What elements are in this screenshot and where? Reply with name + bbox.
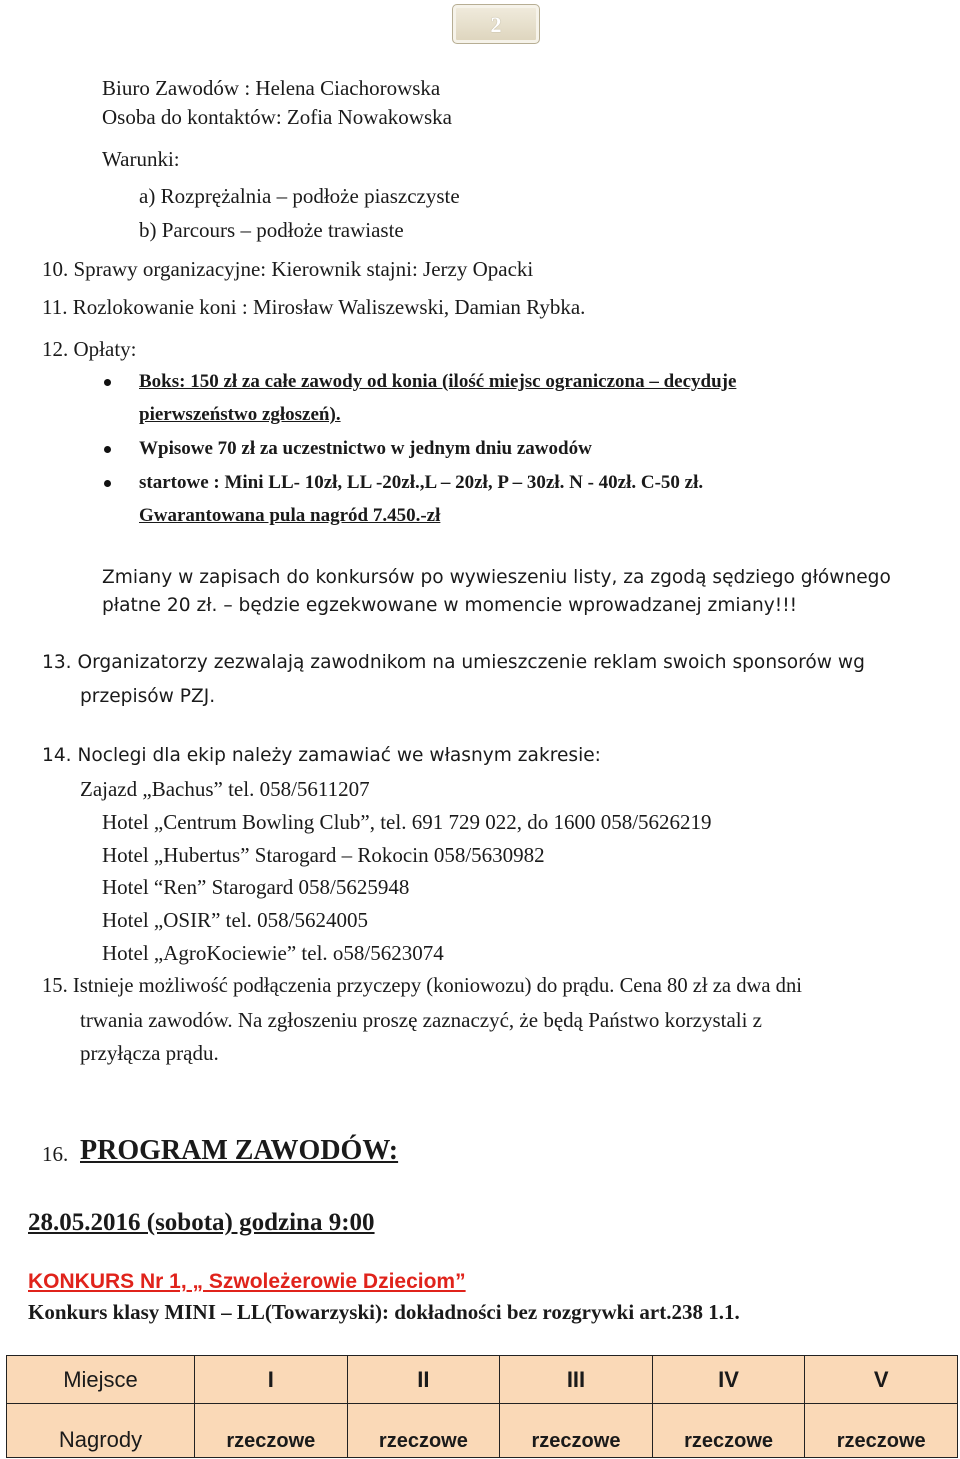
table-row xyxy=(7,1404,958,1458)
table-cell: rzeczowe xyxy=(652,1404,805,1458)
startowe: startowe : Mini LL- 10zł, LL -20zł.,L – 20zł, P – 30zł. N - 40zł. C-50 zł. xyxy=(139,472,704,493)
bullet-icon xyxy=(104,446,111,453)
page-number: 2 xyxy=(490,12,502,37)
table-cell: V xyxy=(805,1356,958,1404)
zmiany-line2: płatne 20 zł. – będzie egzekwowane w momencie wprowadzanej zmiany!!! xyxy=(102,595,798,616)
item-15-line1: 15. Istnieje możliwość podłączenia przyczepy (koniowozu) do prądu. Cena 80 zł za dwa dni xyxy=(42,975,802,997)
table-cell: rzeczowe xyxy=(347,1404,500,1458)
table-cell: rzeczowe xyxy=(500,1404,653,1458)
item-12-title: 12. Opłaty: xyxy=(42,337,137,361)
item-13-line1: 13. Organizatorzy zezwalają zawodnikom na umieszczenie reklam swoich sponsorów wg xyxy=(42,652,865,673)
item-10: 10. Sprawy organizacyjne: Kierownik stajni: Jerzy Opacki xyxy=(42,257,534,281)
prize-table xyxy=(6,1355,958,1458)
hotel-item: Hotel „Centrum Bowling Club”, tel. 691 729 022, do 1600 058/5626219 xyxy=(102,810,712,834)
item-11: 11. Rozlokowanie koni : Mirosław Waliszewski, Damian Rybka. xyxy=(42,295,586,319)
warunki-label: Warunki: xyxy=(102,147,180,171)
table-cell: I xyxy=(195,1356,348,1404)
item-13-line2: przepisów PZJ. xyxy=(80,686,216,707)
bullet-icon xyxy=(104,480,111,487)
konkurs-title: KONKURS Nr 1, „ Szwoleżerowie Dzieciom” xyxy=(28,1270,466,1293)
hotel-item: Hotel “Ren” Starogard 058/5625948 xyxy=(102,875,410,899)
zmiany-line1: Zmiany w zapisach do konkursów po wywieszeniu listy, za zgodą sędziego głównego xyxy=(102,567,891,588)
hotel-item: Zajazd „Bachus” tel. 058/5611207 xyxy=(80,777,370,801)
warunek-a: a) Rozprężalnia – podłoże piaszczyste xyxy=(139,184,460,208)
bullet-icon xyxy=(104,379,111,386)
hotel-item: Hotel „AgroKociewie” tel. o58/5623074 xyxy=(102,941,444,965)
pula-nagrod: Gwarantowana pula nagród 7.450.-zł xyxy=(139,505,441,526)
table-row xyxy=(7,1356,958,1404)
warunek-b: b) Parcours – podłoże trawiaste xyxy=(139,218,404,242)
konkurs-description: Konkurs klasy MINI – LL(Towarzyski): dokładności bez rozgrywki art.238 1.1. xyxy=(28,1300,740,1324)
table-cell: Nagrody xyxy=(7,1404,195,1458)
biuro-zawodow: Biuro Zawodów : Helena Ciachorowska xyxy=(102,76,441,100)
wpisowe: Wpisowe 70 zł za uczestnictwo w jednym dniu zawodów xyxy=(139,438,592,459)
table-cell: III xyxy=(500,1356,653,1404)
hotel-item: Hotel „OSIR” tel. 058/5624005 xyxy=(102,908,368,932)
page-number-badge xyxy=(452,4,540,44)
item-16-number: 16. xyxy=(42,1142,69,1166)
item-15-line3: przyłącza prądu. xyxy=(80,1041,219,1065)
osoba-kontaktowa: Osoba do kontaktów: Zofia Nowakowska xyxy=(102,105,452,129)
table-cell: Miejsce xyxy=(7,1356,195,1404)
program-title: PROGRAM ZAWODÓW: xyxy=(80,1135,399,1166)
item-14-title: 14. Noclegi dla ekip należy zamawiać we własnym zakresie: xyxy=(42,745,601,766)
table-cell: II xyxy=(347,1356,500,1404)
date-line: 28.05.2016 (sobota) godzina 9:00 xyxy=(28,1209,375,1236)
table-cell: rzeczowe xyxy=(805,1404,958,1458)
boks-line1: Boks: 150 zł za całe zawody od konia (ilość miejsc ograniczona – decyduje xyxy=(139,371,737,392)
table-cell: rzeczowe xyxy=(195,1404,348,1458)
item-15-line2: trwania zawodów. Na zgłoszeniu proszę zaznaczyć, że będą Państwo korzystali z xyxy=(80,1008,763,1032)
table-cell: IV xyxy=(652,1356,805,1404)
boks-line2: pierwszeństwo zgłoszeń). xyxy=(139,404,341,425)
hotel-item: Hotel „Hubertus” Starogard – Rokocin 058/5630982 xyxy=(102,843,545,867)
